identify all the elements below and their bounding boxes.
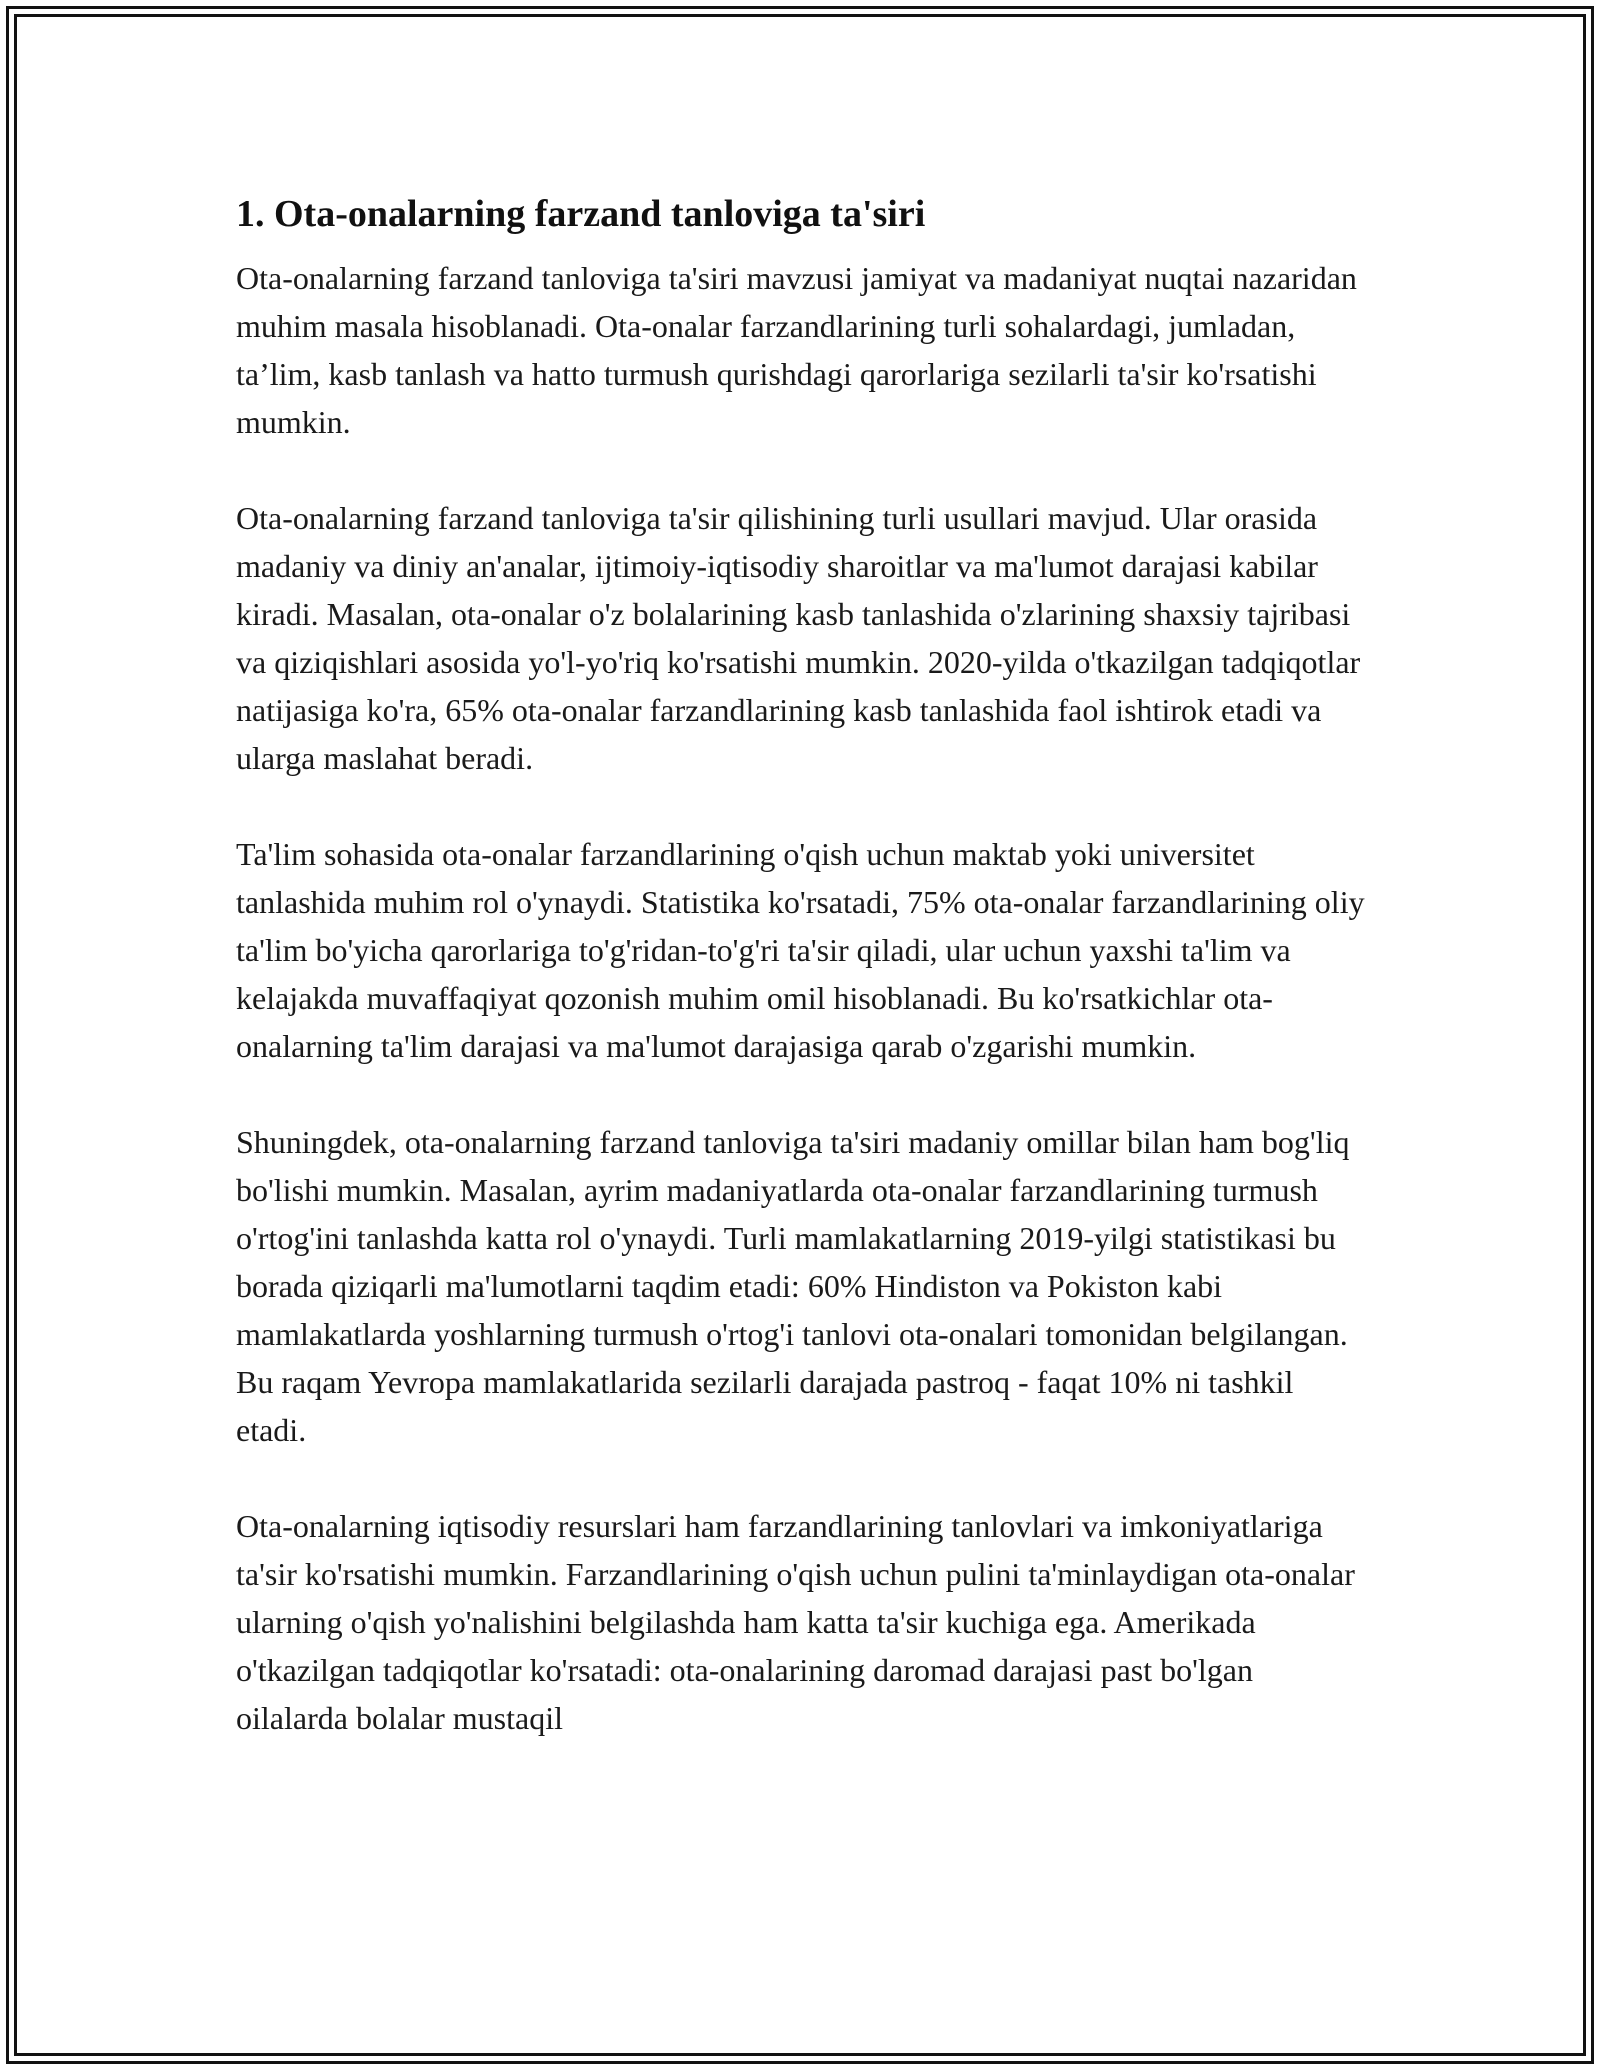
paragraph-3: Ta'lim sohasida ota-onalar farzandlarining o'qish uchun maktab yoki universitet tanlashida muhim rol o'ynaydi. Statistika ko'rsatadi, 75% ota-onalar farzandlarining oliy ta'lim bo'yicha qarorlariga to'g'ridan-to'g'ri ta'sir qiladi, ular uchun yaxshi ta'lim va kelajakda muvaffaqiyat qozonish muhim omil hisoblanadi. Bu ko'rsatkichlar ota-onalarning ta'lim darajasi va ma'lumot darajasiga qarab o'zgarishi mumkin. [236, 836, 1365, 1064]
paragraph-5: Ota-onalarning iqtisodiy resurslari ham farzandlarining tanlovlari va imkoniyatlariga ta'sir ko'rsatishi mumkin. Farzandlarining o'qish uchun pulini ta'minlaydigan ota-onalar ularning o'qish yo'nalishini belgilashda ham katta ta'sir kuchiga ega. Amerikada o'tkazilgan tadqiqotlar ko'rsatadi: ota-onalarining daromad darajasi past bo'lgan oilalarda bolalar mustaqil [236, 1508, 1355, 1736]
document-body [236, 188, 1366, 1790]
paragraph-4: Shuningdek, ota-onalarning farzand tanloviga ta'siri madaniy omillar bilan ham bog'liq bo'lishi mumkin. Masalan, ayrim madaniyatlarda ota-onalar farzandlarining turmush o'rtog'ini tanlashda katta rol o'ynaydi. Turli mamlakatlarning 2019-yilgi statistikasi bu borada qiziqarli ma'lumotlarni taqdim etadi: 60% Hindiston va Pokiston kabi mamlakatlarda yoshlarning turmush o'rtog'i tanlovi ota-onalari tomonidan belgilangan. Bu raqam Yevropa mamlakatlarida sezilarli darajada pastroq - faqat 10% ni tashkil etadi. [236, 1124, 1350, 1448]
paragraph-2: Ota-onalarning farzand tanloviga ta'sir qilishining turli usullari mavjud. Ular orasida madaniy va diniy an'analar, ijtimoiy-iqtisodiy sharoitlar va ma'lumot darajasi kabilar kiradi. Masalan, ota-onalar o'z bolalarining kasb tanlashida o'zlarining shaxsiy tajribasi va qiziqishlari asosida yo'l-yo'riq ko'rsatishi mumkin. 2020-yilda o'tkazilgan tadqiqotlar natijasiga ko'ra, 65% ota-onalar farzandlarining kasb tanlashida faol ishtirok etadi va ularga maslahat beradi. [236, 500, 1361, 776]
paragraph-1: Ota-onalarning farzand tanloviga ta'siri mavzusi jamiyat va madaniyat nuqtai nazaridan muhim masala hisoblanadi. Ota-onalar farzandlarining turli sohalardagi, jumladan, ta’lim, kasb tanlash va hatto turmush qurishdagi qarorlariga sezilarli ta'sir ko'rsatishi mumkin. [236, 260, 1357, 440]
section-title: 1. Ota-onalarning farzand tanloviga ta'siri [236, 193, 926, 235]
